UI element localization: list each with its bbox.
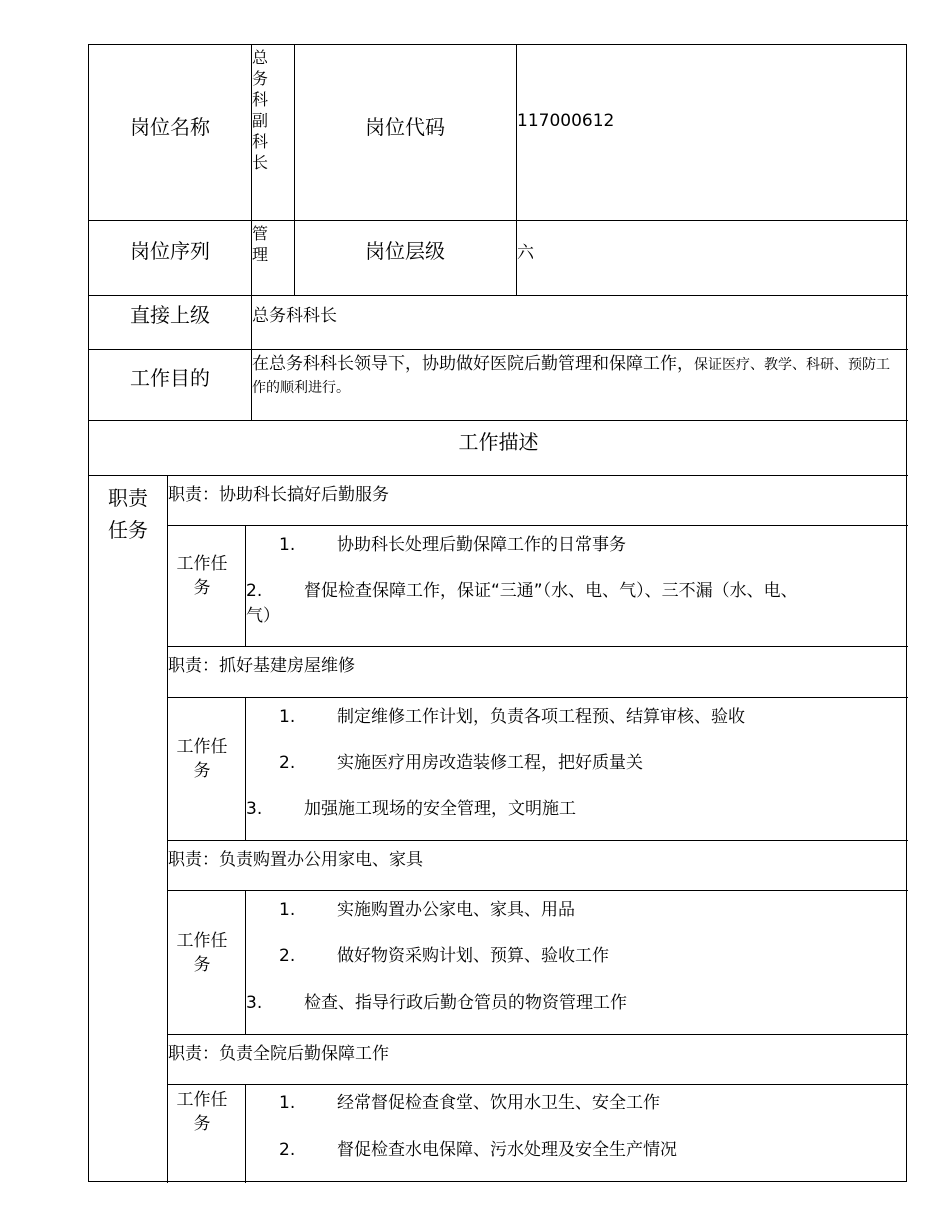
duties-label: 职责任务 (108, 486, 148, 542)
row-divider (167, 840, 908, 841)
task-item: 1. 经常督促检查食堂、饮用水卫生、安全工作 (279, 1093, 660, 1113)
task-label: 工作任务 (176, 931, 228, 975)
task-item: 2. 督促检查水电保障、污水处理及安全生产情况 (279, 1140, 677, 1160)
position-name-value: 总务科副科长 (252, 48, 269, 172)
row-divider (167, 1034, 908, 1035)
task-item: 1. 协助科长处理后勤保障工作的日常事务 (279, 535, 626, 555)
task-item: 2. 督促检查保障工作，保证“三通”（水、电、气）、三不漏（水、电、 (246, 581, 798, 601)
task-label: 工作任务 (176, 737, 228, 781)
superior-value: 总务科科长 (252, 306, 337, 326)
sequence-label: 岗位序列 (130, 239, 210, 263)
row-divider (167, 525, 908, 526)
row-divider (89, 420, 908, 421)
task-item: 3. 检查、指导行政后勤仓管员的物资管理工作 (246, 993, 627, 1013)
purpose-main-text: 在总务科科长领导下，协助做好医院后勤管理和保障工作， (252, 354, 694, 374)
task-item: 3. 加强施工现场的安全管理，文明施工 (246, 799, 576, 819)
purpose-small-text: 保证医疗、教学、科研、预防工作的顺利进行。 (252, 357, 890, 396)
duty-title: 职责：负责购置办公用家电、家具 (168, 850, 423, 870)
purpose-value (252, 353, 902, 399)
duty-title: 职责：抓好基建房屋维修 (168, 656, 355, 676)
task-item: 2. 实施医疗用房改造装修工程，把好质量关 (279, 753, 643, 773)
row-divider (167, 697, 908, 698)
row-divider (89, 349, 908, 350)
col-divider (167, 475, 168, 1183)
job-description-table (88, 44, 907, 1182)
task-item: 1. 制定维修工作计划，负责各项工程预、结算审核、验收 (279, 707, 745, 727)
purpose-label: 工作目的 (130, 366, 210, 390)
duty-title: 职责：负责全院后勤保障工作 (168, 1044, 389, 1064)
col-divider (245, 1084, 246, 1183)
row-divider (167, 646, 908, 647)
row-divider (89, 475, 908, 476)
sequence-value: 管理 (252, 224, 269, 264)
row-divider (167, 890, 908, 891)
level-label: 岗位层级 (365, 239, 445, 263)
description-title: 工作描述 (458, 430, 539, 454)
duty-title: 职责：协助科长搞好后勤服务 (168, 485, 389, 505)
position-code-value: 117000612 (517, 111, 615, 131)
superior-label: 直接上级 (130, 303, 210, 327)
task-item-continued: 气） (246, 606, 280, 626)
task-item: 2. 做好物资采购计划、预算、验收工作 (279, 946, 609, 966)
task-item: 1. 实施购置办公家电、家具、用品 (279, 900, 575, 920)
row-divider (89, 295, 908, 296)
position-name-label: 岗位名称 (130, 115, 210, 139)
task-label: 工作任务 (176, 554, 228, 598)
position-code-label: 岗位代码 (365, 115, 445, 139)
task-label: 工作任务 (176, 1090, 228, 1134)
row-divider (89, 220, 908, 221)
row-divider (167, 1084, 908, 1085)
level-value: 六 (517, 243, 534, 263)
